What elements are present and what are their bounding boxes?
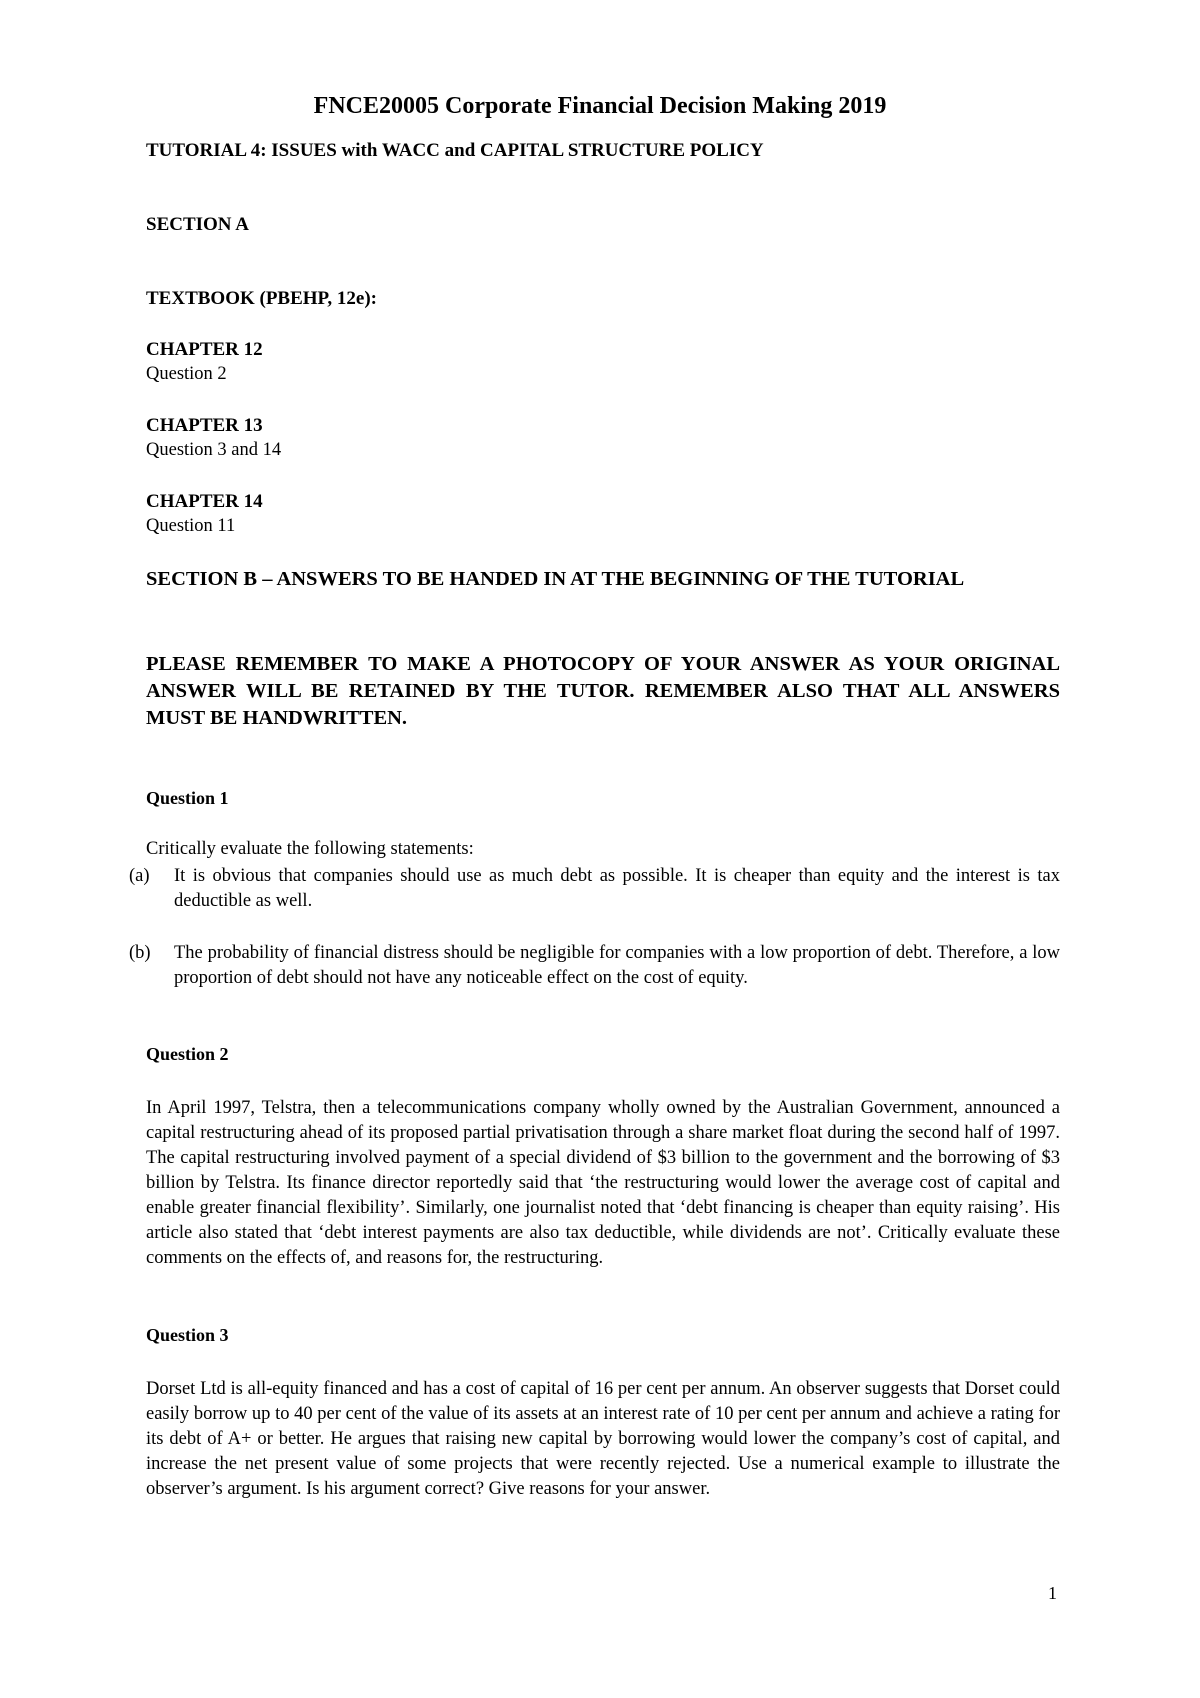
tutorial-heading: TUTORIAL 4: ISSUES with WACC and CAPITAL STRUCTURE POLICY bbox=[146, 140, 764, 161]
question-title: Question 2 bbox=[146, 1044, 229, 1064]
list-item-text: It is obvious that companies should use as much debt as possible. It is cheaper than equity and the interest is tax deductible as well. bbox=[174, 866, 1060, 911]
page-number: 1 bbox=[1048, 1583, 1057, 1603]
list-item-label: (a) bbox=[129, 866, 150, 886]
chapter-questions: Question 11 bbox=[146, 516, 236, 536]
section-a-heading: SECTION A bbox=[146, 214, 249, 235]
question-intro: Critically evaluate the following statements: bbox=[146, 839, 474, 859]
list-item bbox=[129, 864, 1060, 914]
chapter-title: CHAPTER 14 bbox=[146, 491, 263, 512]
chapter-questions: Question 3 and 14 bbox=[146, 440, 282, 460]
question-title: Question 3 bbox=[146, 1325, 229, 1345]
section-b-notice: PLEASE REMEMBER TO MAKE A PHOTOCOPY OF YOUR ANSWER AS YOUR ORIGINAL ANSWER WILL BE RETAINED BY THE TUTOR. REMEMBER ALSO THAT ALL ANSWERS MUST BE HANDWRITTEN. bbox=[146, 653, 1060, 729]
chapter-title: CHAPTER 13 bbox=[146, 415, 263, 436]
list-item-label: (b) bbox=[129, 943, 151, 963]
question-title: Question 1 bbox=[146, 788, 229, 808]
chapter-title: CHAPTER 12 bbox=[146, 339, 263, 360]
question-body: Dorset Ltd is all-equity financed and has a cost of capital of 16 per cent per annum. An observer suggests that Dorset could easily borrow up to 40 per cent of the value of its assets at an interest rate of 10 per cent per annum and achieve a rating for its debt of A+ or better. He argues that raising new capital by borrowing would lower the company’s cost of capital, and increase the net present value of some projects that were recently rejected. Use a numerical example to illustrate the observer’s argument. Is his argument correct? Give reasons for your answer. bbox=[146, 1379, 1060, 1499]
textbook-heading: TEXTBOOK (PBEHP, 12e): bbox=[146, 288, 378, 309]
list-item-text: The probability of financial distress should be negligible for companies with a low proportion of debt. Therefore, a low proportion of debt should not have any noticeable effect on the cost of equity. bbox=[174, 943, 1060, 988]
section-b-heading: SECTION B – ANSWERS TO BE HANDED IN AT THE BEGINNING OF THE TUTORIAL bbox=[146, 568, 965, 590]
course-title: FNCE20005 Corporate Financial Decision Making 2019 bbox=[313, 93, 887, 119]
list-item bbox=[129, 941, 1060, 991]
question-body: In April 1997, Telstra, then a telecommunications company wholly owned by the Australian Government, announced a capital restructuring ahead of its proposed partial privatisation through a share market float during the second half of 1997. The capital restructuring involved payment of a special dividend of $3 billion to the government and the borrowing of $3 billion by Telstra. Its finance director reportedly said that ‘the restructuring would lower the average cost of capital and enable greater financial flexibility’. Similarly, one journalist noted that ‘debt financing is cheaper than equity raising’. His article also stated that ‘debt interest payments are also tax deductible, while dividends are not’. Critically evaluate these comments on the effects of, and reasons for, the restructuring. bbox=[146, 1098, 1060, 1268]
chapter-questions: Question 2 bbox=[146, 364, 227, 384]
